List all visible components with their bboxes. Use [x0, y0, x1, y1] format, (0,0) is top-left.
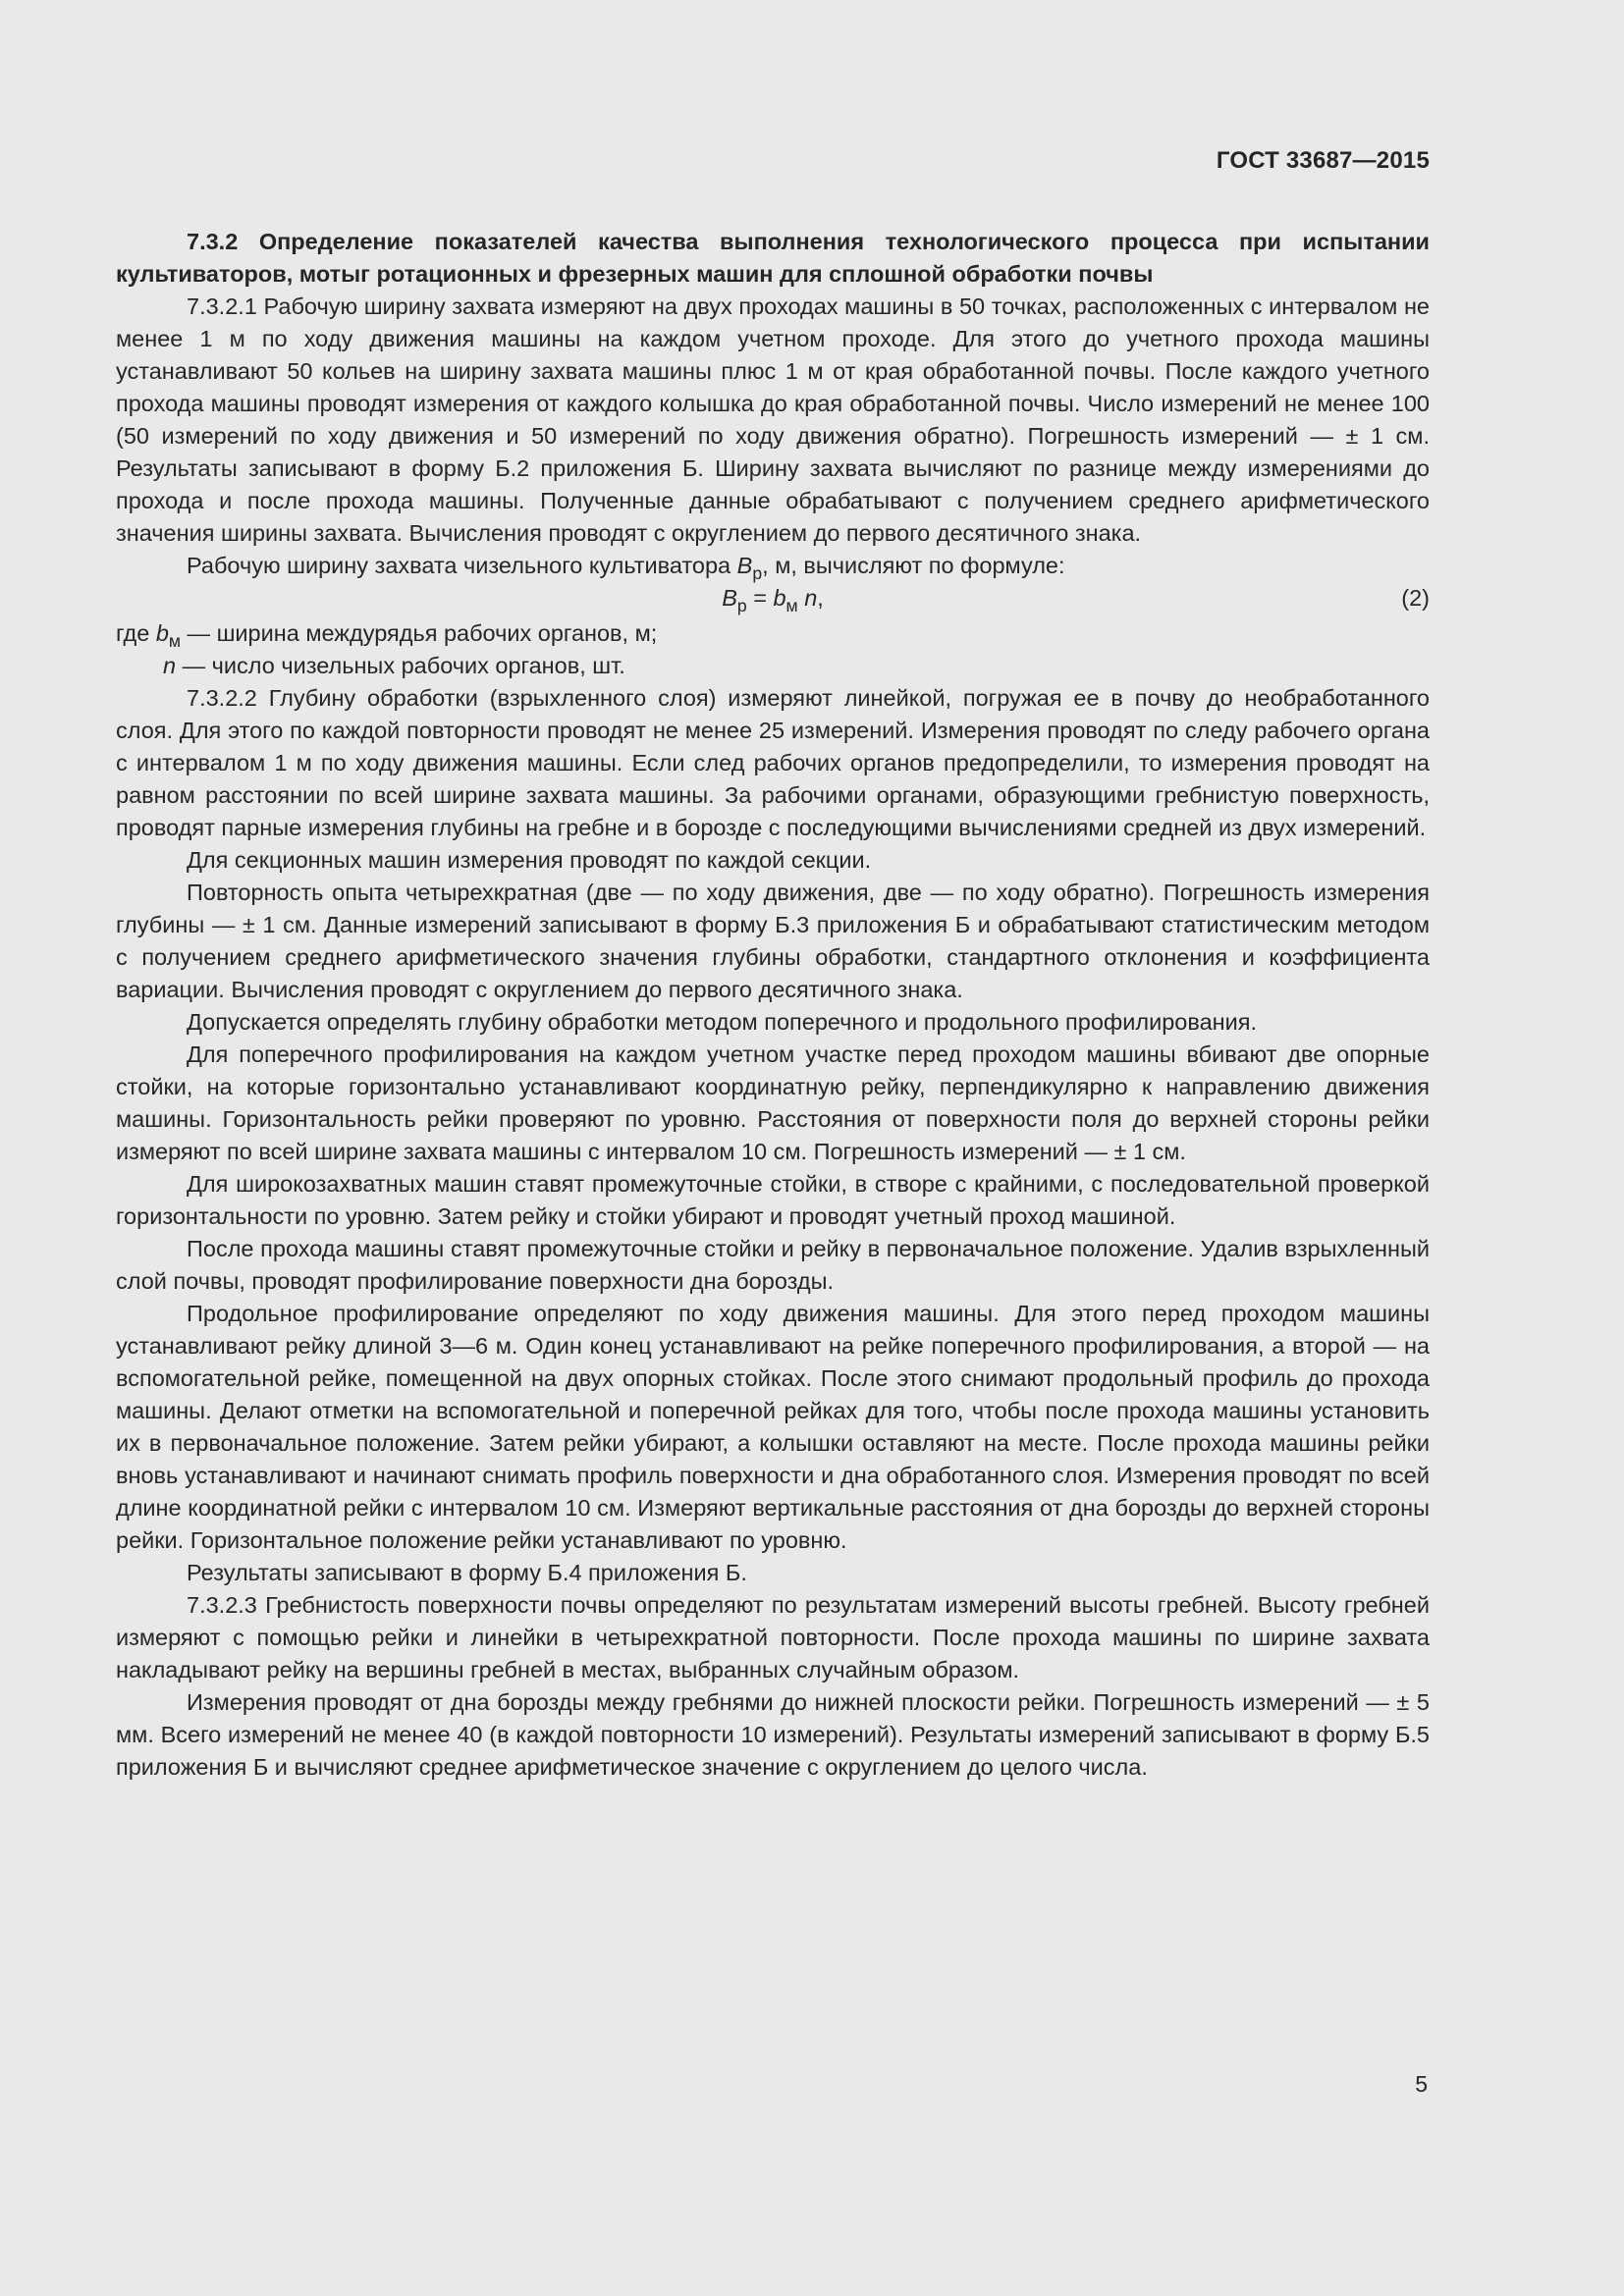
formula-legend: n — число чизельных рабочих органов, шт.	[163, 653, 625, 678]
paragraph: Для поперечного профилирования на каждом учетном участке перед проходом машины вбивают две опорные стойки, на которые горизонтально устанавливают координатную рейку, перпендикулярно к направлению движения машины. Горизонтальность рейки проверяют по уровню. Расстояния от поверхности поля до верхней стороны рейки измеряют по всей ширине захвата машины с интервалом 10 см. Погрешность измерений — ± 1 см.	[116, 1041, 1430, 1164]
document-id: ГОСТ 33687—2015	[1216, 147, 1430, 174]
paragraph: Измерения проводят от дна борозды между гребнями до нижней плоскости рейки. Погрешность измерений — ± 5 мм. Всего измерений не менее 40 (в каждой повторности 10 измерений). Результаты измерений записывают в форму Б.5 приложения Б и вычисляют среднее арифметическое значение с округлением до целого числа.	[116, 1689, 1430, 1780]
formula	[116, 582, 1430, 617]
paragraph: Для широкозахватных машин ставят промежуточные стойки, в створе с крайними, с последовательной проверкой горизонтальности по уровню. Затем рейку и стойки убирают и проводят учетный проход машиной.	[116, 1171, 1430, 1229]
paragraph: Для секционных машин измерения проводят по каждой секции.	[187, 847, 872, 873]
document-body	[116, 226, 1430, 1784]
paragraph: Повторность опыта четырехкратная (две — по ходу движения, две — по ходу обратно). Погрешность измерения глубины — ± 1 см. Данные измерений записывают в форму Б.3 приложения Б и обрабатывают статистическим методом с получением среднего арифметического значения глубины обработки, стандартного отклонения и коэффициента вариации. Вычисления проводят с округлением до первого десятичного знака.	[116, 880, 1430, 1002]
paragraph: 7.3.2.1 Рабочую ширину захвата измеряют на двух проходах машины в 50 точках, расположенных с интервалом не менее 1 м по ходу движения машины на каждом учетном проходе. Для этого до учетного прохода машины устанавливают 50 кольев на ширину захвата машины плюс 1 м от края обработанной почвы. После каждого учетного прохода машины проводят измерения от каждого колышка до края обработанной почвы. Число измерений не менее 100 (50 измерений по ходу движения и 50 измерений по ходу движения обратно). Погрешность измерений — ± 1 см. Результаты записывают в форму Б.2 приложения Б. Ширину захвата вычисляют по разнице между измерениями до прохода и после прохода машины. Полученные данные обрабатывают с получением среднего арифметического значения ширины захвата. Вычисления проводят с округлением до первого десятичного знака.	[116, 294, 1430, 546]
section-title: 7.3.2 Определение показателей качества выполнения технологического процесса при испытании культиваторов, мотыг ротационных и фрезерных машин для сплошной обработки почвы	[116, 229, 1430, 287]
paragraph: Рабочую ширину захвата чизельного культиватора $B_р$, м, вычисляют по формуле:	[187, 553, 1065, 584]
formula-expression: $B_р = b_м$ n,	[722, 585, 824, 616]
paragraph: Допускается определять глубину обработки методом поперечного и продольного профилирования.	[187, 1009, 1258, 1035]
page-number: 5	[1415, 2071, 1428, 2097]
paragraph: 7.3.2.2 Глубину обработки (взрыхленного слоя) измеряют линейкой, погружая ее в почву до необработанного слоя. Для этого по каждой повторности проводят не менее 25 измерений. Измерения проводят по следу рабочего органа с интервалом 1 м по ходу движения машины. Если след рабочих органов предопределили, то измерения проводят на равном расстоянии по всей ширине захвата машины. За рабочими органами, образующими гребнистую поверхность, проводят парные измерения глубины на гребне и в борозде с последующими вычислениями средней из двух измерений.	[116, 685, 1430, 840]
paragraph: После прохода машины ставят промежуточные стойки и рейку в первоначальное положение. Удалив взрыхленный слой почвы, проводят профилирование поверхности дна борозды.	[116, 1236, 1430, 1294]
paragraph: 7.3.2.3 Гребнистость поверхности почвы определяют по результатам измерений высоты гребней. Высоту гребней измеряют с помощью рейки и линейки в четырехкратной повторности. После прохода машины по ширине захвата накладывают рейку на вершины гребней в местах, выбранных случайным образом.	[116, 1592, 1430, 1682]
formula-number: (2)	[1401, 585, 1430, 611]
formula-legend: где $b_м$ — ширина междурядья рабочих органов, м;	[116, 620, 658, 652]
paragraph: Продольное профилирование определяют по ходу движения машины. Для этого перед проходом машины устанавливают рейку длиной 3—6 м. Один конец устанавливают на рейке поперечного профилирования, а второй — на вспомогательной рейке, помещенной на двух опорных стойках. После этого снимают продольный профиль до прохода машины. Делают отметки на вспомогательной и поперечной рейках для того, чтобы после прохода машины установить их в первоначальное положение. Затем рейки убирают, а колышки оставляют на месте. После прохода машины рейки вновь устанавливают и начинают снимать профиль поверхности и дна обработанного слоя. Измерения проводят по всей длине координатной рейки с интервалом 10 см. Измеряют вертикальные расстояния от дна борозды до верхней стороны рейки. Горизонтальное положение рейки устанавливают по уровню.	[116, 1301, 1430, 1553]
paragraph: Результаты записывают в форму Б.4 приложения Б.	[187, 1560, 747, 1585]
